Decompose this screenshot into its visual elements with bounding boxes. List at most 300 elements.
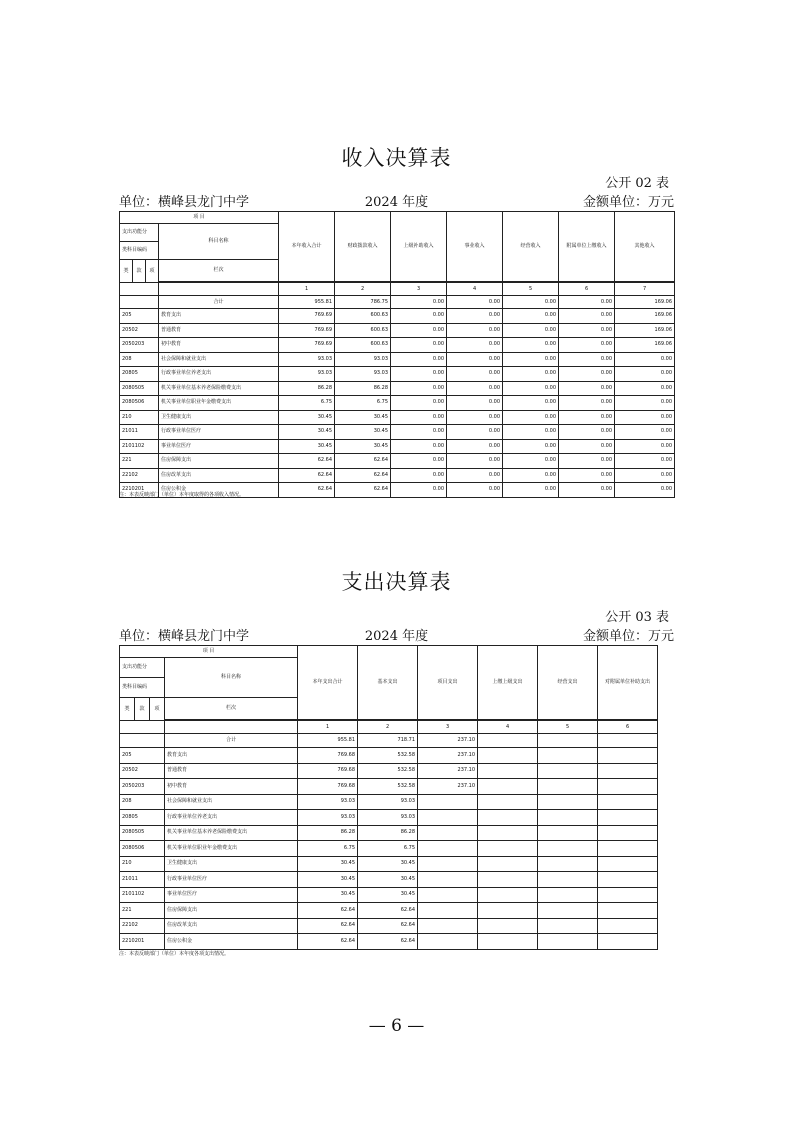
expense-amount-unit: 金额单位：万元: [582, 629, 674, 644]
row-value: 0.00: [503, 468, 559, 483]
expense-note: 注：本表反映部门（单位）本年度各项支出情况。: [119, 951, 230, 957]
page-number: — 6 —: [368, 1016, 425, 1036]
row-value: [598, 748, 658, 764]
table-row: [120, 367, 675, 382]
income-col-header: 经营收入: [503, 212, 559, 282]
row-value: 62.64: [279, 483, 335, 498]
row-code: 208: [120, 352, 159, 367]
row-value: [538, 794, 598, 810]
income-col-header: 本年收入合计: [279, 212, 335, 282]
row-value: [418, 810, 478, 826]
row-value: 62.64: [279, 454, 335, 469]
row-name: 住房公积金: [159, 483, 279, 498]
income-row-label-cell: [159, 283, 279, 296]
row-value: [478, 810, 538, 826]
expense-year: 2024 年度: [364, 629, 429, 644]
row-value: 30.45: [298, 887, 358, 903]
row-value: 30.45: [335, 410, 391, 425]
row-value: 30.45: [335, 425, 391, 440]
row-value: 0.00: [559, 425, 615, 440]
table-row: [120, 381, 675, 396]
row-code: 2080506: [120, 396, 159, 411]
income-col-number: 7: [615, 283, 675, 296]
expense-name-header: 科目名称: [165, 658, 298, 698]
income-col-number: 6: [559, 283, 615, 296]
row-value: 0.00: [391, 454, 447, 469]
row-value: 0.00: [559, 352, 615, 367]
row-value: 0.00: [615, 454, 675, 469]
expense-col-header: 项目支出: [418, 646, 478, 720]
row-value: 93.03: [358, 810, 418, 826]
row-value: 769.68: [298, 763, 358, 779]
row-value: 0.00: [615, 410, 675, 425]
income-lei-header: 类: [120, 260, 133, 283]
row-value: 0.00: [391, 425, 447, 440]
row-value: 0.00: [447, 410, 503, 425]
row-name: 普通教育: [165, 763, 298, 779]
row-value: [478, 903, 538, 919]
row-value: 93.03: [335, 352, 391, 367]
row-code: 2080506: [120, 841, 165, 857]
income-row-label: 栏次: [159, 260, 279, 282]
row-value: 0.00: [447, 396, 503, 411]
row-value: [598, 841, 658, 857]
income-table-number: 公开 02 表: [605, 176, 669, 191]
table-row: [120, 338, 675, 353]
row-value: 169.06: [615, 338, 675, 353]
row-value: 6.75: [335, 396, 391, 411]
row-value: 532.58: [358, 748, 418, 764]
row-value: 0.00: [503, 338, 559, 353]
row-value: [418, 841, 478, 857]
row-value: 0.00: [559, 483, 615, 498]
row-value: 0.00: [503, 367, 559, 382]
row-value: 169.06: [615, 323, 675, 338]
row-value: 30.45: [298, 856, 358, 872]
row-value: 0.00: [615, 468, 675, 483]
row-value: 6.75: [298, 841, 358, 857]
expense-colnum-row: [120, 721, 658, 734]
row-value: [598, 918, 658, 934]
table-row: [120, 454, 675, 469]
row-code: 22102: [120, 918, 165, 934]
income-colnum-row: [120, 283, 675, 296]
row-code: 210: [120, 856, 165, 872]
expense-col-number: 4: [478, 721, 538, 734]
table-row: [120, 779, 658, 795]
row-name: 行政事业单位医疗: [165, 872, 298, 888]
income-col-header: 上级补助收入: [391, 212, 447, 282]
expense-table: [119, 645, 658, 950]
row-name: 教育支出: [165, 748, 298, 764]
income-col-number: 5: [503, 283, 559, 296]
table-row: [120, 825, 658, 841]
row-value: [598, 887, 658, 903]
row-code: 21011: [120, 872, 165, 888]
row-name: 机关事业单位基本养老保险缴费支出: [165, 825, 298, 841]
expense-col-header: 对附属单位补助支出: [598, 646, 658, 720]
row-value: 237.10: [418, 779, 478, 795]
row-name: 初中教育: [159, 338, 279, 353]
row-code: 2101102: [120, 887, 165, 903]
row-value: [538, 825, 598, 841]
row-name: 住房保障支出: [159, 454, 279, 469]
income-meta-line: [119, 191, 674, 209]
row-code: 2210201: [120, 934, 165, 950]
row-value: [418, 903, 478, 919]
expense-row-label-cell: [165, 721, 298, 734]
income-total-cell: 0.00: [503, 296, 559, 309]
income-col-number: 2: [335, 283, 391, 296]
row-value: 769.68: [298, 779, 358, 795]
row-value: 0.00: [447, 483, 503, 498]
row-value: 62.64: [335, 468, 391, 483]
expense-total-cell: 237.10: [418, 734, 478, 748]
table-row: [120, 352, 675, 367]
row-value: 93.03: [279, 352, 335, 367]
row-name: 事业单位医疗: [159, 439, 279, 454]
row-value: [538, 903, 598, 919]
income-item-header: 项 目: [120, 212, 279, 224]
row-code: 210: [120, 410, 159, 425]
row-value: 0.00: [559, 454, 615, 469]
row-value: 237.10: [418, 748, 478, 764]
income-code-header-top: 支出功能分: [120, 224, 159, 242]
row-value: 0.00: [391, 338, 447, 353]
row-code: 20502: [120, 323, 159, 338]
row-code: 22102: [120, 468, 159, 483]
row-value: 93.03: [298, 794, 358, 810]
row-value: [478, 872, 538, 888]
row-value: 0.00: [615, 396, 675, 411]
row-value: [418, 934, 478, 950]
row-value: 30.45: [279, 439, 335, 454]
row-value: 0.00: [559, 396, 615, 411]
row-value: [418, 825, 478, 841]
row-value: [478, 887, 538, 903]
row-value: 30.45: [358, 856, 418, 872]
expense-col-header: 上缴上级支出: [478, 646, 538, 720]
row-name: 住房公积金: [165, 934, 298, 950]
row-value: 532.58: [358, 779, 418, 795]
row-value: 6.75: [358, 841, 418, 857]
row-name: 教育支出: [159, 309, 279, 324]
row-value: 0.00: [559, 468, 615, 483]
row-value: [418, 887, 478, 903]
row-code: 2050203: [120, 338, 159, 353]
row-value: [538, 763, 598, 779]
expense-row-label: 栏次: [165, 698, 298, 720]
row-value: [598, 779, 658, 795]
row-name: 初中教育: [165, 779, 298, 795]
row-value: 30.45: [279, 425, 335, 440]
row-value: 532.58: [358, 763, 418, 779]
row-value: 769.69: [279, 338, 335, 353]
row-value: 62.64: [298, 918, 358, 934]
row-name: 机关事业单位职业年金缴费支出: [159, 396, 279, 411]
row-name: 机关事业单位职业年金缴费支出: [165, 841, 298, 857]
row-value: 86.28: [279, 381, 335, 396]
row-value: 0.00: [615, 425, 675, 440]
expense-col-header: 本年支出合计: [298, 646, 358, 720]
expense-total-cell: 718.71: [358, 734, 418, 748]
row-name: 住房保障支出: [165, 903, 298, 919]
table-row: [120, 439, 675, 454]
row-value: 86.28: [335, 381, 391, 396]
row-code: 2080505: [120, 825, 165, 841]
row-value: 93.03: [335, 367, 391, 382]
row-name: 行政事业单位养老支出: [165, 810, 298, 826]
income-kuan-header: 款: [133, 260, 146, 283]
row-name: 行政事业单位医疗: [159, 425, 279, 440]
row-value: [478, 918, 538, 934]
table-row: [120, 856, 658, 872]
row-value: 0.00: [559, 323, 615, 338]
income-col-header: 事业收入: [447, 212, 503, 282]
row-value: 0.00: [503, 381, 559, 396]
row-code: 20805: [120, 367, 159, 382]
row-code: 221: [120, 903, 165, 919]
row-value: [538, 748, 598, 764]
row-value: 62.64: [279, 468, 335, 483]
row-code: 20502: [120, 763, 165, 779]
row-value: [478, 934, 538, 950]
expense-col-number: 2: [358, 721, 418, 734]
row-value: 0.00: [447, 352, 503, 367]
income-total-cell: 0.00: [447, 296, 503, 309]
expense-lei-header: 类: [120, 698, 135, 721]
income-total-label: 合计: [159, 296, 279, 309]
income-table: [119, 211, 675, 498]
income-total-cell: 0.00: [391, 296, 447, 309]
row-value: 30.45: [335, 439, 391, 454]
row-value: 0.00: [447, 338, 503, 353]
row-name: 机关事业单位基本养老保险缴费支出: [159, 381, 279, 396]
row-code: 205: [120, 309, 159, 324]
income-year: 2024 年度: [364, 195, 429, 210]
row-value: [418, 856, 478, 872]
row-value: [598, 794, 658, 810]
row-value: 0.00: [391, 309, 447, 324]
income-amount-unit: 金额单位：万元: [582, 195, 674, 210]
row-value: [418, 794, 478, 810]
row-value: [478, 794, 538, 810]
row-value: 0.00: [503, 483, 559, 498]
row-value: 0.00: [447, 425, 503, 440]
row-value: [478, 763, 538, 779]
row-value: [478, 856, 538, 872]
row-code: 2101102: [120, 439, 159, 454]
row-value: 0.00: [447, 367, 503, 382]
income-unit: 单位：横峰县龙门中学: [119, 195, 250, 210]
row-value: 0.00: [503, 352, 559, 367]
row-value: [538, 918, 598, 934]
row-value: [538, 856, 598, 872]
row-code: 2050203: [120, 779, 165, 795]
row-value: 0.00: [447, 309, 503, 324]
income-xiang-header: 项: [146, 260, 159, 283]
row-name: 住房改革支出: [159, 468, 279, 483]
row-name: 卫生健康支出: [159, 410, 279, 425]
income-body: [120, 309, 675, 498]
table-row: [120, 323, 675, 338]
income-total-row: [120, 296, 675, 309]
row-value: 769.69: [279, 309, 335, 324]
row-value: 600.63: [335, 338, 391, 353]
row-value: 0.00: [391, 483, 447, 498]
row-value: 93.03: [279, 367, 335, 382]
income-note: 注：本表反映部门（单位）本年度取得的各项收入情况。: [119, 492, 245, 498]
row-value: 6.75: [279, 396, 335, 411]
row-value: [478, 779, 538, 795]
row-value: 0.00: [615, 367, 675, 382]
row-value: [418, 918, 478, 934]
row-value: 600.63: [335, 309, 391, 324]
row-value: 30.45: [279, 410, 335, 425]
row-value: 0.00: [615, 483, 675, 498]
row-value: [538, 841, 598, 857]
table-row: [120, 748, 658, 764]
row-value: [598, 810, 658, 826]
row-value: 62.64: [335, 454, 391, 469]
row-value: 0.00: [559, 439, 615, 454]
income-name-header: 科目名称: [159, 224, 279, 260]
row-value: [478, 748, 538, 764]
row-value: 30.45: [358, 887, 418, 903]
expense-col-number: 1: [298, 721, 358, 734]
row-value: 0.00: [447, 468, 503, 483]
row-value: 237.10: [418, 763, 478, 779]
row-value: 62.64: [335, 483, 391, 498]
row-value: 62.64: [358, 918, 418, 934]
expense-total-cell: [478, 734, 538, 748]
table-row: [120, 872, 658, 888]
row-value: [598, 934, 658, 950]
row-value: 0.00: [391, 381, 447, 396]
expense-item-header: 项 目: [120, 646, 298, 658]
expense-total-cell: [538, 734, 598, 748]
income-col-header: 附属单位上缴收入: [559, 212, 615, 282]
row-value: 0.00: [615, 439, 675, 454]
row-value: 0.00: [615, 381, 675, 396]
row-value: 0.00: [503, 439, 559, 454]
row-value: [598, 763, 658, 779]
row-value: 169.06: [615, 309, 675, 324]
income-col-number: 4: [447, 283, 503, 296]
income-col-header: 财政拨款收入: [335, 212, 391, 282]
row-value: [598, 872, 658, 888]
row-value: 0.00: [447, 323, 503, 338]
expense-code-header-bottom: 类科目编码: [120, 678, 165, 698]
income-total-cell: 0.00: [559, 296, 615, 309]
row-code: 205: [120, 748, 165, 764]
row-value: 0.00: [391, 410, 447, 425]
expense-total-cell: 955.81: [298, 734, 358, 748]
table-row: [120, 410, 675, 425]
table-row: [120, 918, 658, 934]
row-value: 0.00: [559, 309, 615, 324]
row-value: [598, 856, 658, 872]
row-value: 30.45: [298, 872, 358, 888]
row-code: 221: [120, 454, 159, 469]
row-code: 208: [120, 794, 165, 810]
row-value: 0.00: [447, 439, 503, 454]
row-code: 21011: [120, 425, 159, 440]
row-name: 事业单位医疗: [165, 887, 298, 903]
table-row: [120, 425, 675, 440]
row-value: 86.28: [298, 825, 358, 841]
expense-col-header: 经营支出: [538, 646, 598, 720]
row-value: 0.00: [447, 381, 503, 396]
row-value: [538, 810, 598, 826]
table-row: [120, 794, 658, 810]
income-col-number: 3: [391, 283, 447, 296]
row-value: 0.00: [615, 352, 675, 367]
table-row: [120, 903, 658, 919]
expense-col-number: 3: [418, 721, 478, 734]
row-name: 住房改革支出: [165, 918, 298, 934]
expense-code-header-top: 支出功能分: [120, 658, 165, 678]
row-value: 0.00: [559, 381, 615, 396]
row-value: [538, 934, 598, 950]
table-row: [120, 396, 675, 411]
expense-total-row: [120, 734, 658, 748]
row-value: 62.64: [298, 934, 358, 950]
table-row: [120, 841, 658, 857]
income-code-header-bottom: 类科目编码: [120, 242, 159, 260]
row-value: 0.00: [503, 454, 559, 469]
income-col-number: 1: [279, 283, 335, 296]
row-value: [478, 841, 538, 857]
row-value: 93.03: [358, 794, 418, 810]
row-value: 62.64: [298, 903, 358, 919]
row-name: 社会保障和就业支出: [165, 794, 298, 810]
row-value: 0.00: [391, 439, 447, 454]
row-name: 社会保障和就业支出: [159, 352, 279, 367]
table-row: [120, 763, 658, 779]
income-total-cell: 786.75: [335, 296, 391, 309]
row-value: 769.69: [279, 323, 335, 338]
row-name: 卫生健康支出: [165, 856, 298, 872]
row-code: 20805: [120, 810, 165, 826]
row-code: 2080505: [120, 381, 159, 396]
row-value: 93.03: [298, 810, 358, 826]
income-title: 收入决算表: [341, 146, 452, 170]
row-value: [598, 825, 658, 841]
table-row: [120, 468, 675, 483]
expense-xiang-header: 项: [150, 698, 165, 721]
expense-col-number: 6: [598, 721, 658, 734]
expense-table-number: 公开 03 表: [605, 610, 669, 625]
expense-total-cell: [598, 734, 658, 748]
row-value: [598, 903, 658, 919]
expense-col-number: 5: [538, 721, 598, 734]
income-total-cell: 955.81: [279, 296, 335, 309]
expense-body: [120, 748, 658, 950]
expense-unit: 单位：横峰县龙门中学: [119, 629, 250, 644]
row-value: [478, 825, 538, 841]
row-value: 0.00: [391, 323, 447, 338]
row-value: 0.00: [391, 367, 447, 382]
row-value: 0.00: [559, 338, 615, 353]
table-row: [120, 810, 658, 826]
income-total-cell: 169.06: [615, 296, 675, 309]
row-value: [538, 887, 598, 903]
expense-col-header: 基本支出: [358, 646, 418, 720]
row-value: 769.68: [298, 748, 358, 764]
row-value: 0.00: [503, 309, 559, 324]
row-value: [418, 872, 478, 888]
